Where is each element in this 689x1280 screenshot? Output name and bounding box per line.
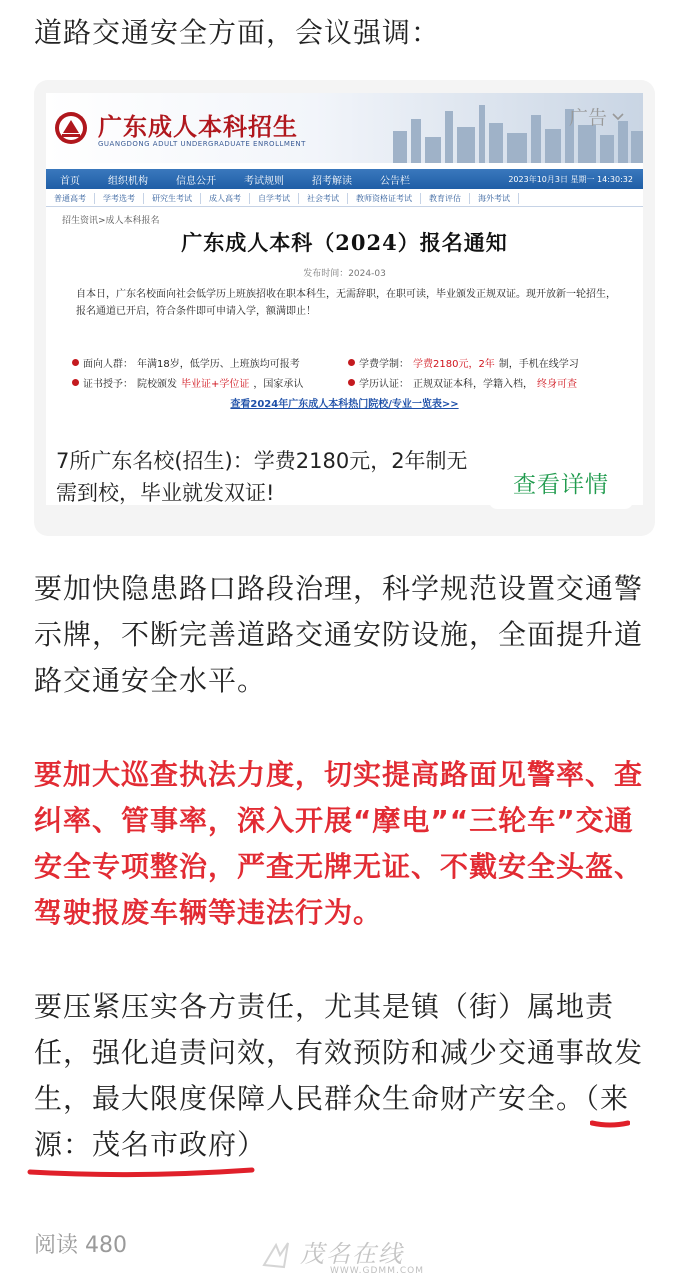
ad-notice-body: 自本日，广东名校面向社会低学历上班族招收在职本科生，无需辞职，在职可读，毕业颁发正规双证。现开放新一轮招生，报名通道已开启，符合条件即可申请入学，额满即止！ xyxy=(76,289,616,317)
ad-feature xyxy=(72,375,303,390)
ad-nav-bar xyxy=(46,169,643,189)
ad-notice-link[interactable]: 查看2024年广东成人本科热门院校/专业一览表>> xyxy=(230,399,459,410)
ad-feature xyxy=(72,355,300,370)
ad-feature-text: 年满18岁，低学历、上班族均可报考 xyxy=(137,359,300,370)
ad-feature-text: 院校颁发 xyxy=(137,379,177,390)
ad-nav-item: 公告栏 xyxy=(380,175,410,187)
ad-feature-text: ，国家承认 xyxy=(253,379,304,390)
ad-feature-highlight: 终身可查 xyxy=(537,379,577,390)
ad-card[interactable] xyxy=(34,80,655,536)
ad-nav-item: 信息公开 xyxy=(176,175,216,187)
ad-subnav-item: 普通高考 xyxy=(46,193,95,204)
red-underline-mark xyxy=(590,1117,630,1129)
ad-subnav-item: 研究生考试 xyxy=(144,193,201,204)
ad-feature xyxy=(348,375,577,390)
chevron-down-icon xyxy=(611,110,625,124)
ad-feature-label: 学历认证： xyxy=(359,379,409,390)
watermark-url: WWW.GDMM.COM xyxy=(330,1266,424,1276)
ad-subnav-item: 学考选考 xyxy=(95,193,144,204)
ad-subnav-item: 海外考试 xyxy=(470,193,519,204)
ad-nav-item: 考试规则 xyxy=(244,175,284,187)
paragraph-highlighted: 要加大巡查执法力度，切实提高路面见警率、查纠率、管事率，深入开展“摩电”“三轮车”交通安全专项整治，严查无牌无证、不戴安全头盔、驾驶报废车辆等违法行为。 xyxy=(34,758,644,929)
ad-breadcrumb: 招生资讯>成人本科报名 xyxy=(62,216,160,226)
ad-nav-item: 首页 xyxy=(60,175,80,187)
paragraph-1: 要加快隐患路口路段治理，科学规范设置交通警示牌，不断完善道路交通安防设施，全面提升道路交通安全水平。 xyxy=(34,572,644,697)
ad-tag[interactable] xyxy=(569,103,625,130)
bullet-icon xyxy=(348,379,355,386)
ad-subnav-item: 成人高考 xyxy=(201,193,250,204)
bullet-icon xyxy=(72,359,79,366)
ad-subnav xyxy=(46,191,643,207)
ad-notice-date: 发布时间：2024-03 xyxy=(303,269,386,279)
view-details-button[interactable]: 查看详情 xyxy=(489,455,633,509)
watermark-text: 茂名在线 xyxy=(300,1240,404,1268)
ad-banner-title: 广东成人本科招生 xyxy=(98,112,298,141)
emblem-icon xyxy=(54,111,88,145)
ad-notice-title: 广东成人本科（2024）报名通知 xyxy=(181,230,508,255)
ad-feature-text: 正规双证本科，学籍入档， xyxy=(413,379,533,390)
ad-nav-date: 2023年10月3日 星期一 14:30:32 xyxy=(508,174,633,184)
bullet-icon xyxy=(348,359,355,366)
ad-feature-highlight: 毕业证+学位证 xyxy=(181,379,250,390)
ad-feature-text: 制，手机在线学习 xyxy=(498,359,579,370)
ad-nav-item: 组织机构 xyxy=(108,175,148,187)
ad-feature-label: 证书授予： xyxy=(83,379,133,390)
ad-image[interactable] xyxy=(46,93,643,505)
ad-subnav-item: 自学考试 xyxy=(250,193,299,204)
ad-tag-label: 广告 xyxy=(568,107,607,129)
intro-paragraph: 道路交通安全方面，会议强调： xyxy=(34,16,441,49)
ad-subnav-item: 教育评估 xyxy=(421,193,470,204)
ad-banner-subtitle: GUANGDONG ADULT UNDERGRADUATE ENROLLMENT xyxy=(98,140,306,148)
ad-caption[interactable]: 7所广东名校(招生)：学费2180元，2年制无需到校，毕业就发双证! xyxy=(56,449,468,505)
ad-feature-label: 面向人群： xyxy=(83,359,133,370)
ad-feature xyxy=(348,355,579,370)
read-count: 阅读 480 xyxy=(34,1233,127,1258)
red-underline-mark xyxy=(26,1158,256,1182)
paragraph-3: 要压紧压实各方责任，尤其是镇（街）属地责任，强化追责问效，有效预防和减少交通事故发生，最大限度保障人民群众生命财产安全。（来源：茂名市政府） xyxy=(34,990,644,1161)
ad-subnav-item: 教师资格证考试 xyxy=(348,193,421,204)
ad-subnav-item: 社会考试 xyxy=(299,193,348,204)
ad-feature-label: 学费学制： xyxy=(359,359,409,370)
ad-feature-highlight: 学费2180元，2年 xyxy=(413,359,495,370)
ad-banner xyxy=(46,93,643,163)
ad-nav-item: 招考解读 xyxy=(312,175,352,187)
bullet-icon xyxy=(72,379,79,386)
